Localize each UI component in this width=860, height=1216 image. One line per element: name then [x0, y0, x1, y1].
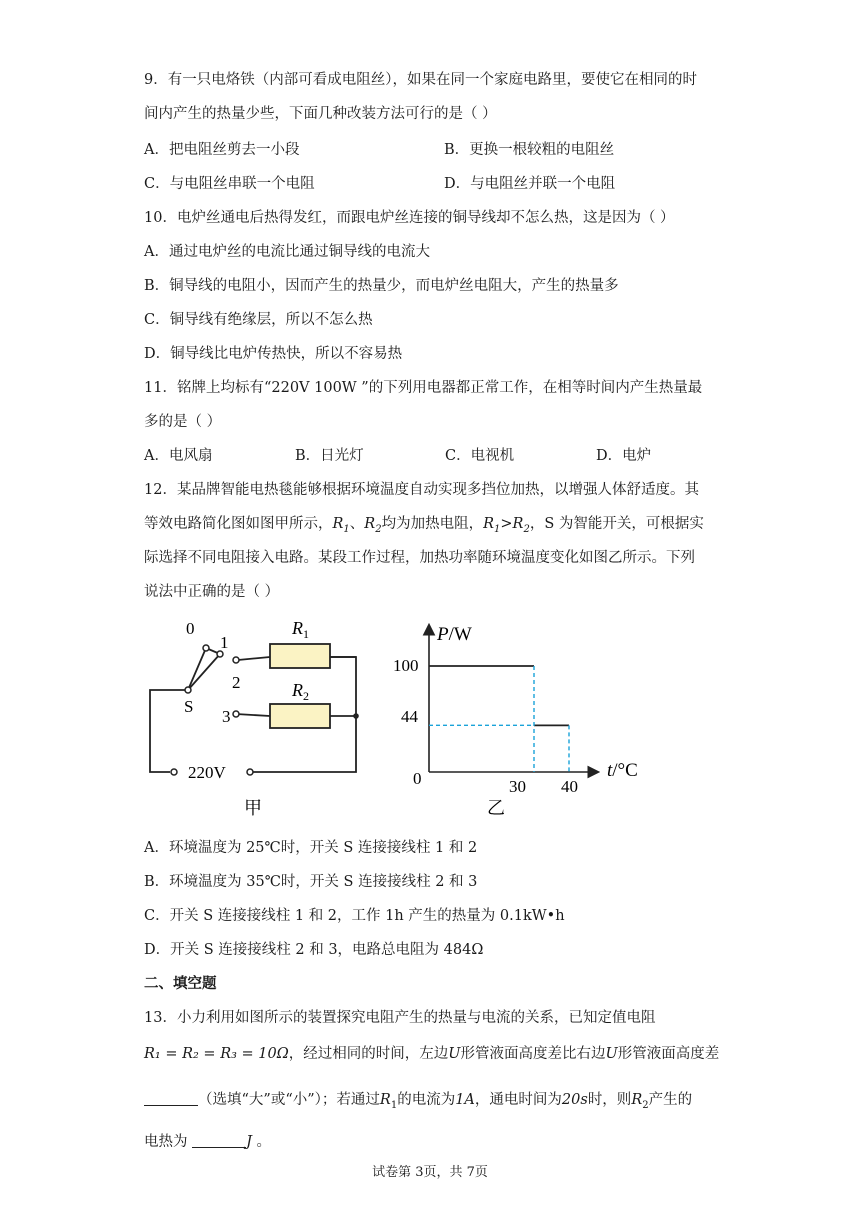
power-temperature-graph — [385, 612, 655, 822]
greater-than: > — [500, 516, 513, 532]
q11-option-a: A．电风扇 — [144, 448, 213, 464]
q9-stem-line1: 9．有一只电烙铁（内部可看成电阻丝），如果在同一个家庭电路里，要使它在相同的时 — [144, 72, 697, 88]
x-axis-label: t/°C — [607, 760, 638, 781]
junction-dot — [353, 713, 359, 719]
page-footer: 试卷第 3页，共 7页 — [372, 1165, 488, 1180]
x-tick-40: 40 — [561, 777, 578, 796]
voltage-label: 220V — [188, 763, 226, 782]
r1-symbol: R — [483, 516, 495, 532]
x-tick-30: 30 — [509, 777, 526, 796]
q13-text: （选填“大”或“小”）；若通过 — [198, 1092, 380, 1108]
figure-caption-jia: 甲 — [244, 798, 262, 818]
switch-pivot — [185, 687, 191, 693]
q9-option-b: B．更换一根较粗的电阻丝 — [444, 142, 615, 158]
q13-text: 。 — [251, 1134, 272, 1150]
u-symbol: U — [605, 1046, 618, 1062]
q13-text: 的电流为 — [397, 1092, 456, 1108]
q13-stem-line1: 13．小力利用如图所示的装置探究电阻产生的热量与电流的关系，已知定值电阻 — [144, 1010, 656, 1026]
resistor-equality-formula: R₁ = R₂ = R₃ = 10Ω — [144, 1046, 289, 1062]
current-value: 1A — [455, 1092, 475, 1108]
q13-stem-line2 — [144, 1044, 719, 1064]
r1-label: $R_1$ — [292, 618, 309, 641]
unit-joule: J — [246, 1134, 252, 1150]
y-tick-44: 44 — [401, 707, 418, 726]
q10-option-a: A．通过电炉丝的电流比通过铜导线的电流大 — [144, 244, 430, 260]
q12-text: 等效电路简化图如图甲所示， — [144, 516, 333, 532]
q9-stem-line2: 间内产生的热量少些，下面几种改装方法可行的是（ ） — [144, 106, 497, 122]
r1-subscript: 1 — [343, 523, 350, 535]
q11-option-d: D．电炉 — [596, 448, 652, 464]
q9-option-d: D．与电阻丝并联一个电阻 — [444, 176, 616, 192]
y-tick-100: 100 — [393, 656, 419, 675]
r2-label: $R_2$ — [292, 680, 309, 703]
terminal-1-label: 1 — [220, 633, 229, 652]
origin-label: 0 — [413, 769, 422, 788]
q10-option-d: D．铜导线比电炉传热快，所以不容易热 — [144, 346, 403, 362]
time-value: 20s — [561, 1092, 588, 1108]
answer-blank-2[interactable] — [192, 1133, 246, 1148]
terminal-3-label: 3 — [222, 707, 231, 726]
q12-option-c: C．开关 S 连接接线柱 1 和 2，工作 1h 产生的热量为 0.1kW•h — [144, 908, 565, 924]
q13-text: 形管液面高度差比右边 — [460, 1046, 606, 1062]
terminal-3 — [233, 711, 239, 717]
q11-option-c: C．电视机 — [445, 448, 515, 464]
q12-stem-line1: 12．某品牌智能电热毯能够根据环境温度自动实现多挡位加热，以增强人体舒适度。其 — [144, 482, 699, 498]
r2-symbol: R — [512, 516, 524, 532]
y-axis-label: P/W — [437, 624, 472, 645]
r1-subscript: 1 — [390, 1099, 398, 1111]
q10-option-c: C．铜导线有绝缘层，所以不怎么热 — [144, 312, 373, 328]
switch-label: S — [184, 697, 194, 716]
q13-stem-line3 — [144, 1090, 692, 1116]
q12-stem-line3: 际选择不同电阻接入电路。某段工作过程，加热功率随环境温度变化如图乙所示。下列 — [144, 550, 695, 566]
q10-stem: 10．电炉丝通电后热得发红，而跟电炉丝连接的铜导线却不怎么热，这是因为（ ） — [144, 210, 675, 226]
q12-option-b: B．环境温度为 35℃时，开关 S 连接接线柱 2 和 3 — [144, 874, 478, 890]
q11-stem-line1: 11．铭牌上均标有“220V 100W ”的下列用电器都正常工作，在相等时间内产生热量最 — [144, 380, 703, 396]
q9-option-c: C．与电阻丝串联一个电阻 — [144, 176, 315, 192]
q12-separator: 、 — [349, 516, 365, 532]
r1-symbol: R — [379, 1092, 391, 1108]
section-heading-fill-in: 二、填空题 — [144, 976, 217, 992]
supply-terminal-left — [171, 769, 177, 775]
terminal-0-label: 0 — [186, 619, 195, 638]
r2-resistor — [270, 704, 330, 728]
q12-text: 均为加热电阻， — [381, 516, 484, 532]
supply-terminal-right — [247, 769, 253, 775]
r1-resistor — [270, 644, 330, 668]
answer-blank-1[interactable] — [144, 1091, 198, 1106]
q13-text: ，通电时间为 — [474, 1092, 562, 1108]
q13-text: 形管液面高度差 — [617, 1046, 720, 1062]
q13-stem-line4 — [144, 1132, 271, 1152]
q13-text: 时，则 — [587, 1092, 632, 1108]
q11-stem-line2: 多的是（ ） — [144, 414, 222, 430]
q12-stem-line4: 说法中正确的是（ ） — [144, 584, 280, 600]
q12-option-a: A．环境温度为 25℃时，开关 S 连接接线柱 1 和 2 — [144, 840, 478, 856]
q13-text: 产生的 — [648, 1092, 693, 1108]
q11-option-b: B．日光灯 — [295, 448, 364, 464]
r1-subscript: 1 — [494, 523, 501, 535]
terminal-0 — [203, 645, 209, 651]
r1-symbol: R — [332, 516, 344, 532]
r2-subscript: 2 — [642, 1099, 649, 1111]
figure-caption-yi: 乙 — [487, 798, 505, 818]
r2-symbol: R — [364, 516, 376, 532]
terminal-2-label: 2 — [232, 673, 241, 692]
terminal-2 — [233, 657, 239, 663]
q9-option-a: A．把电阻丝剪去一小段 — [144, 142, 300, 158]
q12-stem-line2 — [144, 514, 704, 540]
q13-text: ，经过相同的时间，左边 — [288, 1046, 449, 1062]
circuit-diagram — [140, 612, 380, 822]
q13-text: 电热为 — [144, 1134, 193, 1150]
r2-subscript: 2 — [375, 523, 382, 535]
q12-option-d: D．开关 S 连接接线柱 2 和 3，电路总电阻为 484Ω — [144, 942, 484, 958]
q12-text: ，S 为智能开关，可根据实 — [529, 516, 704, 532]
u-symbol: U — [448, 1046, 461, 1062]
r2-symbol: R — [631, 1092, 643, 1108]
r2-subscript: 2 — [523, 523, 530, 535]
q10-option-b: B．铜导线的电阻小，因而产生的热量少，而电炉丝电阻大，产生的热量多 — [144, 278, 619, 294]
